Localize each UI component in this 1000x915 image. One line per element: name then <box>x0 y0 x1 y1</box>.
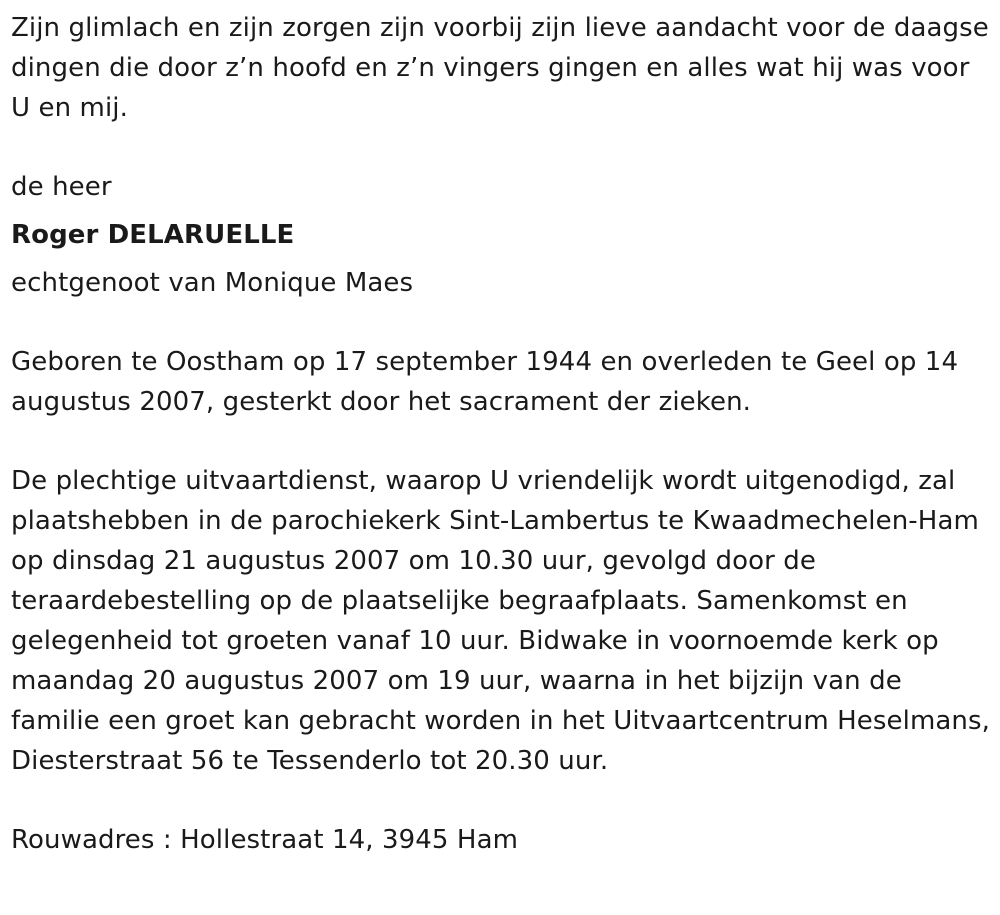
birth-death-paragraph: Geboren te Oostham op 17 september 1944 en overleden te Geel op 14 augustus 2007, gesterkt door het sacrament der zieken. <box>11 347 959 417</box>
salutation: de heer <box>11 172 112 202</box>
spacer <box>11 422 991 461</box>
spacer <box>11 303 991 342</box>
memorial-poem: Zijn glimlach en zijn zorgen zijn voorbij zijn lieve aandacht voor de daagse dingen die door z’n hoofd en z’n vingers gingen en alles wat hij was voor U en mij. <box>11 13 989 123</box>
funeral-paragraph: De plechtige uitvaartdienst, waarop U vriendelijk wordt uitgenodigd, zal plaatshebben in de parochiekerk Sint-Lambertus te Kwaadmechelen-Ham op dinsdag 21 augustus 2007 om 10.30 uur, gevolgd door de teraardebestelling op de plaatselijke begraafplaats. Samenkomst en gelegenheid tot groeten vanaf 10 uur. Bidwake in voornoemde kerk op maandag 20 augustus 2007 om 19 uur, waarna in het bijzijn van de familie een groet kan gebracht worden in het Uitvaartcentrum Heselmans, Diesterstraat 56 te Tessenderlo tot 20.30 uur. <box>11 466 991 776</box>
deceased-name: Roger DELARUELLE <box>11 220 295 250</box>
obituary-notice <box>11 8 991 860</box>
spacer <box>11 128 991 167</box>
mourning-address: Rouwadres : Hollestraat 14, 3945 Ham <box>11 825 519 855</box>
relation-line: echtgenoot van Monique Maes <box>11 268 414 298</box>
spacer <box>11 781 991 820</box>
